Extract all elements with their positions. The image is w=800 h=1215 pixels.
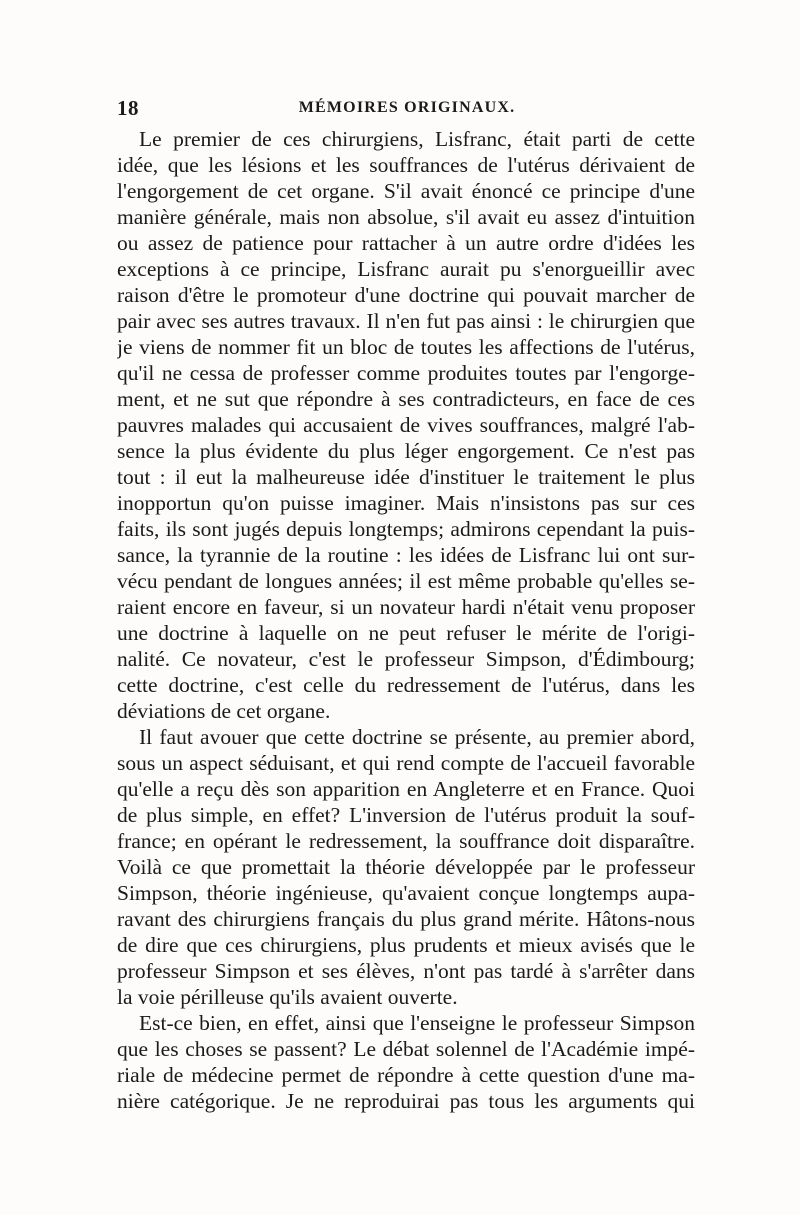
text-line: qu'il ne cessa de professer comme produites toutes par l'engorge-	[117, 361, 695, 385]
body-text	[117, 126, 695, 1114]
text-line: faits, ils sont jugés depuis longtemps; admirons cependant la puis-	[117, 517, 695, 541]
text-line: vécu pendant de longues années; il est même probable qu'elles se-	[117, 569, 695, 593]
text-line: inopportun qu'on puisse imaginer. Mais n'insistons pas sur ces	[117, 491, 695, 515]
page-number: 18	[117, 96, 139, 120]
text-line: pauvres malades qui accusaient de vives souffrances, malgré l'ab-	[117, 413, 695, 437]
text-line: raison d'être le promoteur d'une doctrine qui pouvait marcher de	[117, 283, 695, 307]
paragraph	[117, 724, 695, 1010]
text-line: riale de médecine permet de répondre à cette question d'une ma-	[117, 1063, 695, 1087]
text-line: Simpson, théorie ingénieuse, qu'avaient conçue longtemps aupa-	[117, 881, 695, 905]
text-line: pair avec ses autres travaux. Il n'en fut pas ainsi : le chirurgien que	[117, 309, 695, 333]
text-line: tout : il eut la malheureuse idée d'instituer le traitement le plus	[117, 465, 695, 489]
text-line: raient encore en faveur, si un novateur hardi n'était venu proposer	[117, 595, 695, 619]
text-line: une doctrine à laquelle on ne peut refuser le mérite de l'origi-	[117, 621, 695, 645]
text-line: professeur Simpson et ses élèves, n'ont pas tardé à s'arrêter dans	[117, 959, 695, 983]
paragraph	[117, 126, 695, 724]
text-line: que les choses se passent? Le débat solennel de l'Académie impé-	[117, 1037, 695, 1061]
text-line: nalité. Ce novateur, c'est le professeur Simpson, d'Édimbourg;	[117, 647, 695, 671]
page-header	[117, 96, 697, 122]
text-line: de dire que ces chirurgiens, plus prudents et mieux avisés que le	[117, 933, 695, 957]
text-line: sous un aspect séduisant, et qui rend compte de l'accueil favorable	[117, 751, 695, 775]
text-line: ou assez de patience pour rattacher à un autre ordre d'idées les	[117, 231, 695, 255]
text-line: manière générale, mais non absolue, s'il avait eu assez d'intuition	[117, 205, 695, 229]
text-line: Il faut avouer que cette doctrine se présente, au premier abord,	[139, 725, 695, 749]
text-line: cette doctrine, c'est celle du redressement de l'utérus, dans les	[117, 673, 695, 697]
text-line: nière catégorique. Je ne reproduirai pas tous les arguments qui	[117, 1089, 695, 1113]
text-line: sance, la tyrannie de la routine : les idées de Lisfranc lui ont sur-	[117, 543, 695, 567]
text-line: Voilà ce que promettait la théorie développée par le professeur	[117, 855, 695, 879]
text-line: exceptions à ce principe, Lisfranc aurait pu s'enorgueillir avec	[117, 257, 695, 281]
text-line: qu'elle a reçu dès son apparition en Angleterre et en France. Quoi	[117, 777, 695, 801]
text-line: ment, et ne sut que répondre à ses contradicteurs, en face de ces	[117, 387, 695, 411]
text-line: ravant des chirurgiens français du plus grand mérite. Hâtons-nous	[117, 907, 695, 931]
text-line: france; en opérant le redressement, la souffrance doit disparaître.	[117, 829, 695, 853]
text-line: Est-ce bien, en effet, ainsi que l'enseigne le professeur Simpson	[139, 1011, 695, 1035]
text-line: déviations de cet organe.	[117, 699, 331, 723]
text-line: Le premier de ces chirurgiens, Lisfranc, était parti de cette	[139, 127, 695, 151]
text-line: l'engorgement de cet organe. S'il avait énoncé ce principe d'une	[117, 179, 695, 203]
text-line: idée, que les lésions et les souffrances de l'utérus dérivaient de	[117, 153, 695, 177]
paragraph	[117, 1010, 695, 1114]
text-line: la voie périlleuse qu'ils avaient ouverte.	[117, 985, 458, 1009]
text-line: de plus simple, en effet? L'inversion de l'utérus produit la souf-	[117, 803, 695, 827]
text-line: sence la plus évidente du plus léger engorgement. Ce n'est pas	[117, 439, 695, 463]
running-head: MÉMOIRES ORIGINAUX.	[298, 99, 516, 116]
text-line: je viens de nommer fit un bloc de toutes les affections de l'utérus,	[117, 335, 695, 359]
